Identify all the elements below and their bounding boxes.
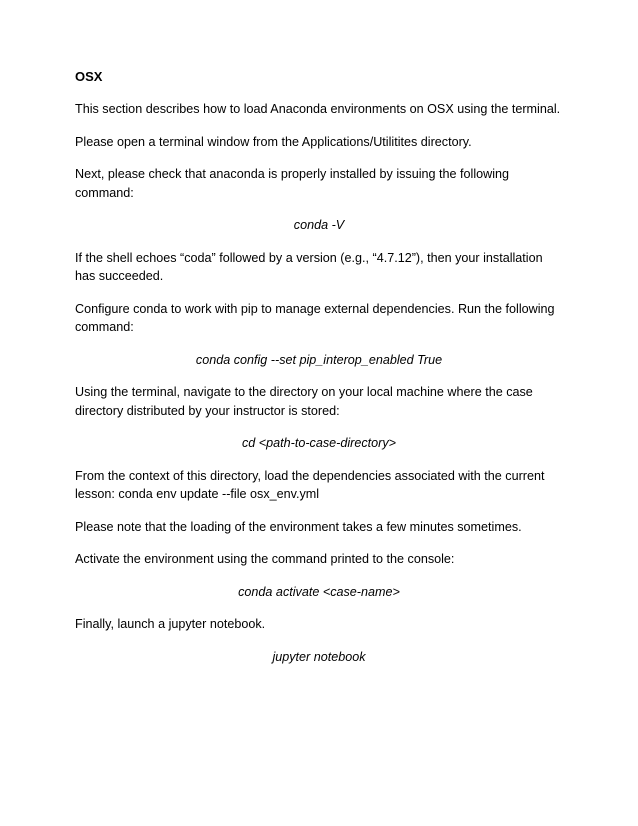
section-heading: OSX [75,69,103,84]
command-cd: cd <path-to-case-directory> [242,436,396,450]
document-body [75,68,563,680]
paragraph-configure-pip: Configure conda to work with pip to manage external dependencies. Run the following command: [75,301,555,334]
command-conda-activate: conda activate <case-name> [238,584,400,599]
paragraph-launch-jupyter: Finally, launch a jupyter notebook. [75,617,266,631]
paragraph-navigate: Using the terminal, navigate to the directory on your local machine where the case directory distributed by your instructor is stored: [75,385,533,418]
command-conda-config: conda config --set pip_interop_enabled True [195,352,443,367]
command-jupyter-notebook: jupyter notebook [272,649,366,664]
paragraph-loading-note: Please note that the loading of the environment takes a few minutes sometimes. [75,519,522,534]
paragraph-open-terminal: Please open a terminal window from the Applications/Utilitites directory. [75,134,472,149]
paragraph-load-dependencies: From the context of this directory, load the dependencies associated with the current lesson: conda env update --file osx_env.yml [75,468,545,501]
paragraph-intro: This section describes how to load Anaconda environments on OSX using the terminal. [75,102,561,116]
command-conda-version: conda -V [293,218,345,232]
paragraph-activate: Activate the environment using the command printed to the console: [75,552,455,566]
paragraph-check-install: Next, please check that anaconda is properly installed by issuing the following command: [75,167,510,200]
paragraph-install-success: If the shell echoes “coda” followed by a version (e.g., “4.7.12”), then your installation has succeeded. [75,250,543,283]
